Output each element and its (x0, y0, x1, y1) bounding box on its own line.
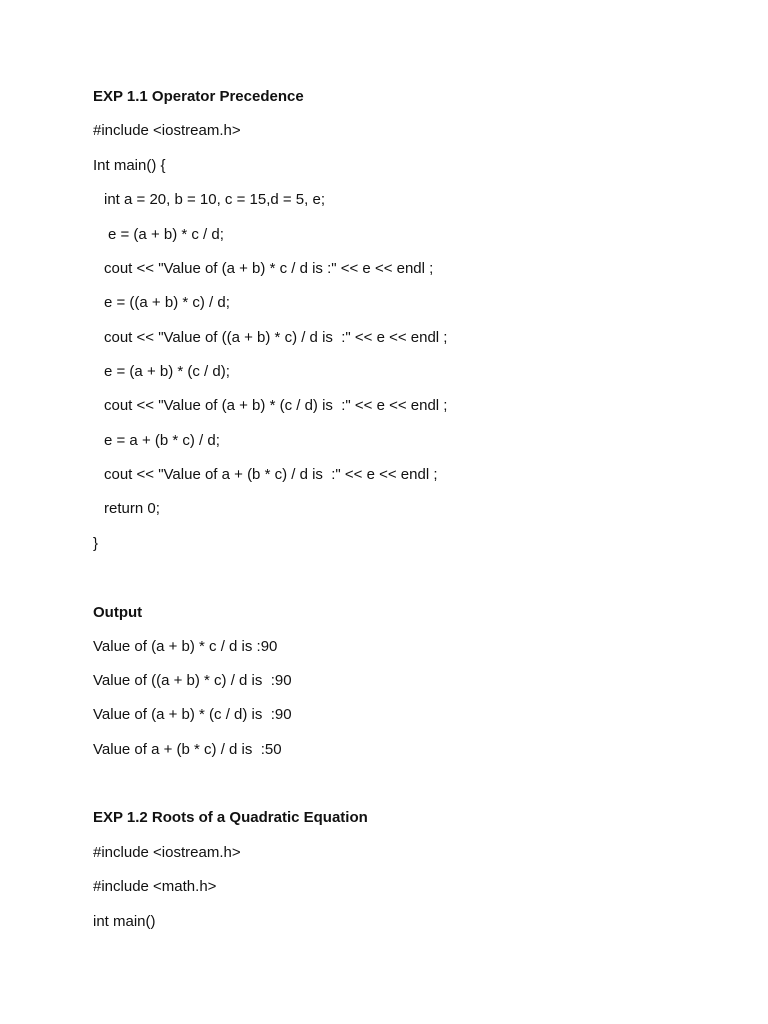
output-heading: Output (93, 604, 143, 621)
code-line: } (93, 535, 99, 552)
code-line: cout << "Value of ((a + b) * c) / d is :" << e << endl ; (104, 329, 448, 346)
code-line: e = (a + b) * (c / d); (104, 363, 230, 380)
output-line: Value of ((a + b) * c) / d is :90 (93, 672, 292, 689)
code-line: e = (a + b) * c / d; (108, 226, 224, 243)
code-line: Int main() { (93, 157, 166, 174)
code-line: return 0; (104, 500, 160, 517)
code-line: e = a + (b * c) / d; (104, 432, 220, 449)
code-line: cout << "Value of (a + b) * (c / d) is :" << e << endl ; (104, 397, 448, 414)
output-line: Value of a + (b * c) / d is :50 (93, 741, 282, 758)
output-line: Value of (a + b) * (c / d) is :90 (93, 706, 292, 723)
exp1-heading: EXP 1.1 Operator Precedence (93, 88, 304, 105)
code-line: int main() (93, 913, 156, 930)
code-line: cout << "Value of (a + b) * c / d is :" << e << endl ; (104, 260, 434, 277)
code-line: #include <iostream.h> (93, 122, 241, 139)
code-line: #include <iostream.h> (93, 844, 241, 861)
code-line: cout << "Value of a + (b * c) / d is :" << e << endl ; (104, 466, 438, 483)
code-line: int a = 20, b = 10, c = 15,d = 5, e; (104, 191, 325, 208)
code-line: #include <math.h> (93, 878, 217, 895)
output-line: Value of (a + b) * c / d is :90 (93, 638, 278, 655)
code-line: e = ((a + b) * c) / d; (104, 294, 230, 311)
exp2-heading: EXP 1.2 Roots of a Quadratic Equation (93, 809, 368, 826)
